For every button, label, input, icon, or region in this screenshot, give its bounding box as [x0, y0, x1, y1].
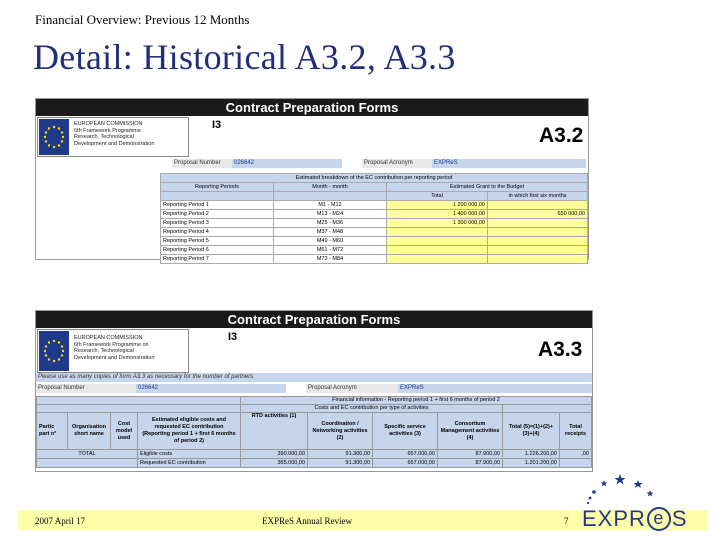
proposal-acronym-label: Proposal Acronym: [306, 384, 398, 393]
col-org: Organisation short name: [68, 413, 111, 450]
months-cell: M13 - M24: [274, 210, 387, 219]
table-row: [37, 450, 592, 459]
months-cell: M49 - M60: [274, 237, 387, 246]
total-cell: 1.201.200,00: [503, 459, 560, 468]
col-total: Total (5)=(1)+(2)+(3)+(4): [503, 413, 560, 450]
form-code: A3.2: [539, 124, 584, 147]
eu-line: 6th Framework Programme: [74, 127, 141, 134]
table-row: [161, 255, 588, 264]
empty-cell: [37, 459, 138, 468]
first-six-cell: [488, 201, 588, 210]
col-receipts: Total receipts: [560, 413, 592, 450]
months-cell: M1 - M12: [274, 201, 387, 210]
col-consortium: Consortium Management activities (4): [438, 413, 503, 450]
table-row: [37, 459, 592, 468]
col-total: Total: [387, 192, 488, 201]
col-grant: Estimated Grant to the Budget: [387, 183, 588, 192]
col-reporting-periods: Reporting Periods: [161, 183, 274, 192]
fin-title: Financial information - Reporting period 1 + first 6 months of period 2: [241, 397, 592, 405]
eu-text: [74, 335, 154, 361]
months-cell: M25 - M36: [274, 219, 387, 228]
proposal-acronym-value: EXPReS: [432, 159, 586, 168]
eu-flag-icon: [39, 331, 69, 371]
first-six-cell: [488, 237, 588, 246]
page-number: 7: [564, 516, 569, 526]
proposal-number-label: Proposal Number: [36, 384, 136, 393]
period-cell: Reporting Period 6: [161, 246, 274, 255]
eu-logo-box: [37, 117, 189, 157]
eu-logo-box: [37, 329, 189, 373]
proposal-number-value: 026642: [232, 159, 342, 168]
specific-cell: 657.000,00: [373, 459, 438, 468]
eu-flag-icon: [39, 119, 69, 155]
consortium-cell: 87.900,00: [438, 450, 503, 459]
reporting-periods-table: [160, 173, 588, 264]
total-cell: [387, 255, 488, 264]
eu-line: 6th Framework Programme on: [74, 341, 149, 348]
period-cell: Reporting Period 4: [161, 228, 274, 237]
col-eligible: Estimated eligible costs and requested EC contribution (Reporting period 1 + first 6 months of period 2): [138, 413, 241, 450]
period-cell: Reporting Period 7: [161, 255, 274, 264]
eu-line: Development and Demonstration: [74, 354, 155, 361]
proposal-acronym-value: EXPReS: [398, 384, 592, 393]
first-six-cell: [488, 246, 588, 255]
logo-text-e: e: [653, 508, 665, 528]
coord-cell: 91.300,00: [308, 450, 373, 459]
col-cost-model: Cost model used: [111, 413, 138, 450]
col-month: Month - month: [274, 183, 387, 192]
first-six-cell: [488, 228, 588, 237]
first-six-cell: 650 000,00: [488, 210, 588, 219]
col-rtd: RTD activities (1): [241, 413, 308, 450]
table-row: [161, 219, 588, 228]
costs-title: Costs and EC contribution per type of activities: [241, 405, 503, 413]
col-first-six: in which first six months: [488, 192, 588, 201]
period-cell: Reporting Period 1: [161, 201, 274, 210]
period-cell: Reporting Period 5: [161, 237, 274, 246]
rtd-cell: 365.000,00: [241, 459, 308, 468]
i3-label: I3: [212, 119, 222, 131]
logo-text-right: S: [671, 506, 688, 531]
first-six-cell: [488, 219, 588, 228]
col-partic: Partic part n°: [37, 413, 68, 450]
total-cell: [387, 237, 488, 246]
col-specific: Specific service activities (3): [373, 413, 438, 450]
table-title: Estimated breakdown of the EC contribution per reporting period: [161, 174, 588, 183]
col-coord: Coordination / Networking activities (2): [308, 413, 373, 450]
row-label: Eligible costs: [138, 450, 241, 459]
table-row: [161, 246, 588, 255]
receipts-cell: ,00: [560, 450, 592, 459]
period-cell: Reporting Period 3: [161, 219, 274, 228]
eu-line: Development and Demonstration: [74, 140, 155, 147]
eu-text: [74, 121, 154, 147]
months-cell: M73 - M84: [274, 255, 387, 264]
logo-e-circle: [647, 507, 671, 531]
proposal-number-value: 026642: [136, 384, 286, 393]
total-cell: 1 300 000,00: [387, 219, 488, 228]
table-row: [161, 237, 588, 246]
proposal-number-label: Proposal Number: [172, 159, 232, 168]
note-row: [36, 373, 592, 382]
table-row: [161, 201, 588, 210]
table-row: [161, 210, 588, 219]
form-a33-header: Contract Preparation Forms: [36, 311, 592, 328]
form-code: A3.3: [538, 338, 583, 361]
eu-line: Research, Technological: [74, 134, 134, 140]
financial-table: [36, 396, 592, 468]
logo-text: [582, 506, 688, 532]
total-cell: 1.226.200,00: [503, 450, 560, 459]
footer-center: EXPReS Annual Review: [262, 516, 352, 526]
form-a32-header: Contract Preparation Forms: [36, 99, 588, 116]
slide-subtitle: Financial Overview: Previous 12 Months: [35, 12, 250, 27]
coord-cell: 91.300,00: [308, 459, 373, 468]
rtd-cell: 390.000,00: [241, 450, 308, 459]
copies-note: Please use as many copies of form A3.3 as necessary for the number of partners: [38, 374, 254, 380]
eu-line: EUROPEAN COMMISSION: [74, 121, 143, 127]
proposal-row: [36, 384, 592, 393]
period-cell: Reporting Period 2: [161, 210, 274, 219]
total-label: TOTAL: [37, 450, 138, 459]
proposal-acronym-label: Proposal Acronym: [362, 159, 432, 168]
specific-cell: 657.000,00: [373, 450, 438, 459]
months-cell: M61 - M72: [274, 246, 387, 255]
footer-date: 2007 April 17: [35, 516, 86, 526]
logo-text-left: EXPR: [582, 506, 646, 531]
form-a33: [35, 310, 593, 472]
receipts-cell: [560, 459, 592, 468]
total-cell: 1 200 000,00: [387, 201, 488, 210]
total-cell: [387, 246, 488, 255]
row-label: Requested EC contribution: [138, 459, 241, 468]
months-cell: M37 - M48: [274, 228, 387, 237]
table-row: [161, 228, 588, 237]
i3-label: I3: [228, 331, 238, 343]
eu-line: EUROPEAN COMMISSION: [74, 335, 143, 341]
consortium-cell: 87.900,00: [438, 459, 503, 468]
total-cell: [387, 228, 488, 237]
form-a32: [35, 98, 589, 260]
eu-line: Research, Technological: [74, 348, 134, 354]
expres-logo: [580, 470, 710, 532]
total-cell: 1 400 000,00: [387, 210, 488, 219]
slide-title: Detail: Historical A3.2, A3.3: [33, 37, 456, 77]
proposal-row: [172, 159, 586, 168]
first-six-cell: [488, 255, 588, 264]
